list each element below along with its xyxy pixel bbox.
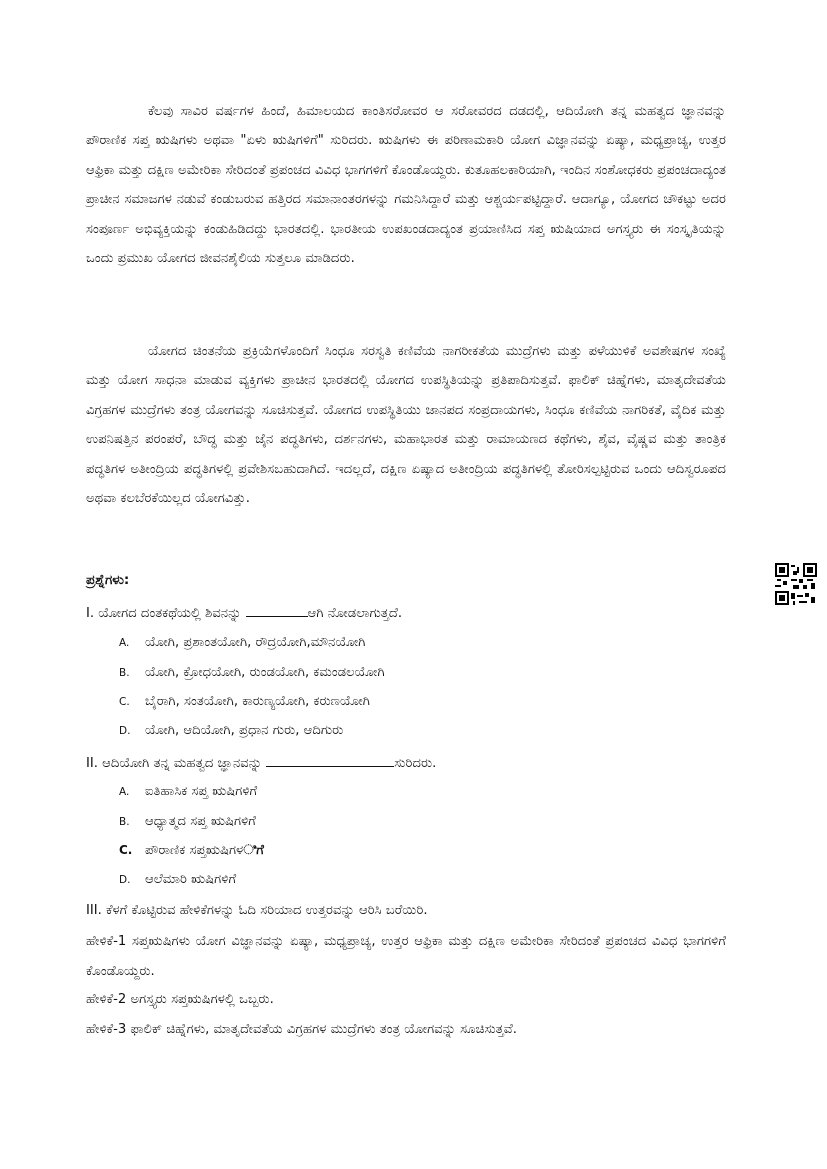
q2-option-b bbox=[119, 814, 256, 829]
option-letter: A. bbox=[119, 637, 130, 649]
q1-option-b bbox=[119, 665, 385, 680]
option-text-bold: ಿಗೆ bbox=[243, 843, 264, 858]
option-text: ಬೈರಾಗಿ, ಸಂತಯೋಗಿ, ಕಾರುಣ್ಯಯೋಗಿ, ಕರುಣಯೋಗಿ bbox=[145, 694, 371, 709]
q1-option-d bbox=[119, 723, 343, 738]
qr-code-icon[interactable] bbox=[775, 563, 817, 605]
question-2 bbox=[86, 753, 436, 771]
evidence-paragraph bbox=[86, 337, 726, 513]
option-letter: B. bbox=[119, 667, 130, 679]
option-letter: D. bbox=[119, 725, 131, 737]
question-3-title: III. ಕೆಳಗೆ ಕೊಟ್ಟಿರುವ ಹೇಳಿಕೆಗಳನ್ನು ಓದಿ ಸರಿಯಾದ ಉತ್ತರವನ್ನು ಆರಿಸಿ ಬರೆಯಿರಿ. bbox=[86, 903, 428, 918]
option-letter: D. bbox=[119, 874, 131, 886]
evidence-paragraph-text: ಯೋಗದ ಚಿಂತನೆಯ ಪ್ರಕ್ರಿಯೆಗಳೊಂದಿಗೆ ಸಿಂಧೂ ಸರಸ್ವತಿ ಕಣಿವೆಯ ನಾಗರೀಕತೆಯ ಮುದ್ರೆಗಳು ಮತ್ತು ಪಳೆಯುಳಿಕೆ ಅವಶೇಷಗಳ ಸಂಖ್ಯೆ ಮತ್ತು ಯೋಗ ಸಾಧನಾ ಮಾಡುವ ವ್ಯಕ್ತಿಗಳು ಪ್ರಾಚೀನ ಭಾರತದಲ್ಲಿ ಯೋಗದ ಉಪಸ್ಥಿತಿಯನ್ನು ಪ್ರತಿಪಾದಿಸುತ್ತವೆ. ಫಾಲಿಕ್ ಚಿಹ್ನೆಗಳು, ಮಾತೃದೇವತೆಯ ವಿಗ್ರಹಗಳ ಮುದ್ರೆಗಳು ತಂತ್ರ ಯೋಗವನ್ನು ಸೂಚಿಸುತ್ತವೆ. ಯೋಗದ ಉಪಸ್ಥಿತಿಯು ಜಾನಪದ ಸಂಪ್ರದಾಯಗಳು, ಸಿಂಧೂ ಕಣಿವೆಯ ನಾಗರಿಕತೆ, ವೈದಿಕ ಮತ್ತು ಉಪನಿಷತ್ತಿನ ಪರಂಪರೆ, ಬೌದ್ಧ ಮತ್ತು ಜೈನ ಪದ್ಧತಿಗಳು, ದರ್ಶನಗಳು, ಮಹಾಭಾರತ ಮತ್ತು ರಾಮಾಯಣದ ಕಥೆಗಳು, ಶೈವ, ವೈಷ್ಣವ ಮತ್ತು ತಾಂತ್ರಿಕ ಪದ್ಧತಿಗಳ ಅತೀಂದ್ರಿಯ ಪದ್ಧತಿಗಳಲ್ಲಿ ಪ್ರವೇಶಿಸಬಹುದಾಗಿದೆ. ಇದಲ್ಲದೆ, ದಕ್ಷಿಣ ಏಷ್ಯಾದ ಅತೀಂದ್ರಿಯ ಪದ್ಧತಿಗಳಲ್ಲಿ ತೋರಿಸಲ್ಪಟ್ಟಿರುವ ಒಂದು ಆದಿಸ್ವರೂಪದ ಅಥವಾ ಕಲಬೆರಕೆಯಿಲ್ಲದ ಯೋಗವಿತ್ತು. bbox=[86, 344, 726, 507]
option-letter: B. bbox=[119, 816, 130, 828]
option-letter: A. bbox=[119, 786, 130, 798]
q2-option-c bbox=[119, 843, 264, 858]
question-2-suffix: ಸುರಿದರು. bbox=[394, 756, 437, 771]
intro-paragraph bbox=[86, 97, 726, 273]
option-text: ಯೋಗಿ, ಕ್ರೋಧಯೋಗಿ, ರುಂಡಯೋಗಿ, ಕಮಂಡಲಯೋಗಿ bbox=[145, 665, 385, 680]
question-1-blank bbox=[246, 603, 308, 617]
option-text: ಪೌರಾಣಿಕ ಸಪ್ತಋಷಿಗಳ bbox=[145, 843, 244, 858]
q1-option-a bbox=[119, 635, 366, 650]
questions-heading: ಪ್ರಶ್ನೆಗಳು: bbox=[86, 572, 130, 588]
option-letter: C. bbox=[119, 843, 133, 857]
statement-1: ಹೇಳಿಕೆ-1 ಸಪ್ತಋಷಿಗಳು ಯೋಗ ವಿಜ್ಞಾನವನ್ನು ಏಷ್ಯಾ, ಮಧ್ಯಪ್ರಾಚ್ಯ, ಉತ್ತರ ಆಫ್ರಿಕಾ ಮತ್ತು ದಕ್ಷಿಣ ಅಮೇರಿಕಾ ಸೇರಿದಂತೆ ಪ್ರಪಂಚದ ವಿವಿಧ ಭಾಗಗಳಿಗೆ ಕೊಂಡೊಯ್ದರು. bbox=[86, 934, 726, 979]
statement-3: ಹೇಳಿಕೆ-3 ಫಾಲಿಕ್ ಚಿಹ್ನೆಗಳು, ಮಾತೃದೇವತೆಯ ವಿಗ್ರಹಗಳ ಮುದ್ರೆಗಳು ತಂತ್ರ ಯೋಗವನ್ನು ಸೂಚಿಸುತ್ತವೆ. bbox=[86, 1022, 517, 1037]
option-text: ಯೋಗಿ, ಪ್ರಶಾಂತಯೋಗಿ, ರೌದ್ರಯೋಗಿ,ಮೌನಯೋಗಿ bbox=[145, 635, 366, 650]
intro-paragraph-text: ಕೆಲವು ಸಾವಿರ ವರ್ಷಗಳ ಹಿಂದೆ, ಹಿಮಾಲಯದ ಕಾಂತಿಸರೋವರ ಆ ಸರೋವರದ ದಡದಲ್ಲಿ, ಆದಿಯೋಗಿ ತನ್ನ ಮಹತ್ವದ ಜ್ಞಾನವನ್ನು ಪೌರಾಣಿಕ ಸಪ್ತ ಋಷಿಗಳು ಅಥವಾ "ಏಳು ಋಷಿಗಳಿಗೆ" ಸುರಿದರು. ಋಷಿಗಳು ಈ ಪರಿಣಾಮಕಾರಿ ಯೋಗ ವಿಜ್ಞಾನವನ್ನು ಏಷ್ಯಾ, ಮಧ್ಯಪ್ರಾಚ್ಯ, ಉತ್ತರ ಆಫ್ರಿಕಾ ಮತ್ತು ದಕ್ಷಿಣ ಅಮೇರಿಕಾ ಸೇರಿದಂತೆ ಪ್ರಪಂಚದ ವಿವಿಧ ಭಾಗಗಳಿಗೆ ಕೊಂಡೊಯ್ದರು. ಕುತೂಹಲಕಾರಿಯಾಗಿ, ಇಂದಿನ ಸಂಶೋಧಕರು ಪ್ರಪಂಚದಾದ್ಯಂತ ಪ್ರಾಚೀನ ಸಮಾಜಗಳ ನಡುವೆ ಕಂಡುಬರುವ ಹತ್ತಿರದ ಸಮಾನಾಂತರಗಳನ್ನು ಗಮನಿಸಿದ್ದಾರೆ ಮತ್ತು ಆಶ್ಚರ್ಯಪಟ್ಟಿದ್ದಾರೆ. ಆದಾಗ್ಯೂ, ಯೋಗದ ಚೌಕಟ್ಟು ಅದರ ಸಂಪೂರ್ಣ ಅಭಿವ್ಯಕ್ತಿಯನ್ನು ಕಂಡುಹಿಡಿದದ್ದು ಭಾರತದಲ್ಲಿ. ಭಾರತೀಯ ಉಪಖಂಡದಾದ್ಯಂತ ಪ್ರಯಾಣಿಸಿದ ಸಪ್ತ ಋಷಿಯಾದ ಅಗಸ್ತ್ಯರು ಈ ಸಂಸ್ಕೃತಿಯನ್ನು ಒಂದು ಪ್ರಮುಖ ಯೋಗದ ಜೀವನಶೈಲಿಯ ಸುತ್ತಲೂ ಮಾಡಿದರು. bbox=[86, 104, 726, 267]
option-text: ಯೋಗಿ, ಆದಿಯೋಗಿ, ಪ್ರಧಾನ ಗುರು, ಆದಿಗುರು bbox=[145, 723, 344, 738]
question-1 bbox=[86, 603, 402, 621]
question-2-prefix: II. ಆದಿಯೋಗಿ ತನ್ನ ಮಹತ್ವದ ಜ್ಞಾನವನ್ನು bbox=[86, 756, 263, 771]
q2-option-d bbox=[119, 872, 236, 887]
question-1-prefix: I. ಯೋಗದ ದಂತಕಥೆಯಲ್ಲಿ ಶಿವನನ್ನು bbox=[86, 606, 242, 621]
option-letter: C. bbox=[119, 696, 130, 708]
option-text: ಆಧ್ಯಾತ್ಮದ ಸಪ್ತ ಋಷಿಗಳಿಗೆ bbox=[145, 814, 256, 829]
option-text: ಐತಿಹಾಸಿಕ ಸಪ್ತ ಋಷಿಗಳಿಗೆ bbox=[145, 784, 258, 799]
option-text: ಆಲೆಮಾರಿ ಋಷಿಗಳಿಗೆ bbox=[145, 872, 237, 887]
question-1-suffix: ಆಗಿ ನೋಡಲಾಗುತ್ತದೆ. bbox=[307, 606, 403, 621]
q1-option-c bbox=[119, 694, 370, 709]
q2-option-a bbox=[119, 784, 257, 799]
statement-2: ಹೇಳಿಕೆ-2 ಅಗಸ್ತ್ಯರು ಸಪ್ತಋಷಿಗಳಲ್ಲಿ ಒಬ್ಬರು. bbox=[86, 992, 274, 1007]
question-2-blank bbox=[266, 753, 394, 767]
